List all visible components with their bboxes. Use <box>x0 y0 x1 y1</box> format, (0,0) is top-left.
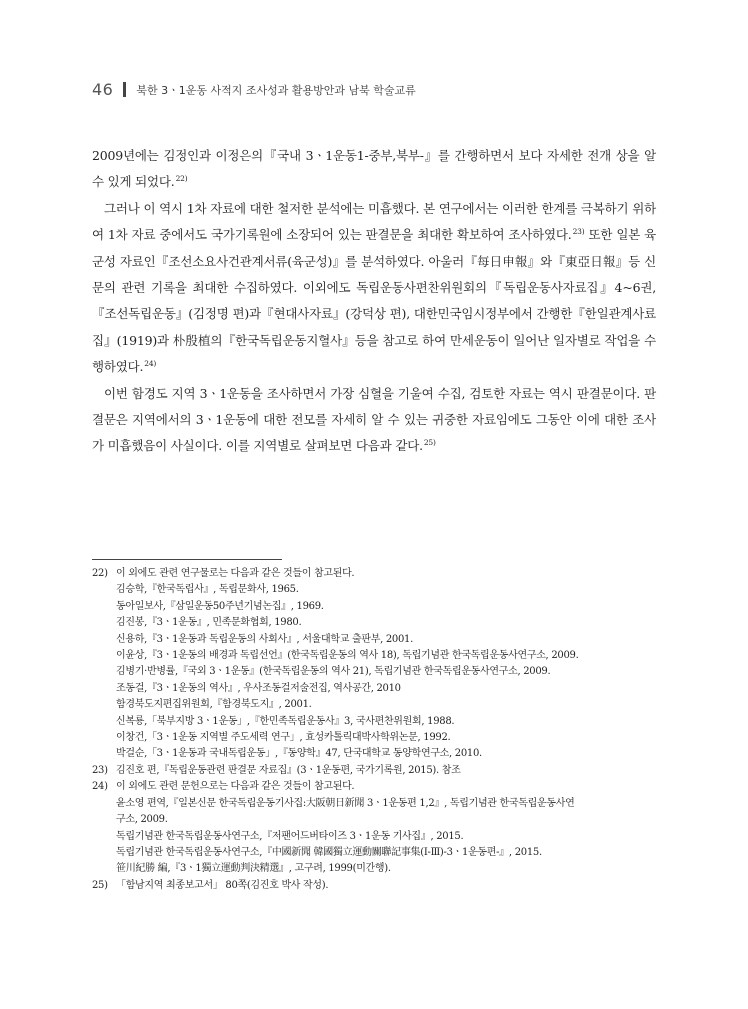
footnote-number: 22) <box>92 568 108 579</box>
paragraph-3: 이번 함경도 지역 3ㆍ1운동을 조사하면서 가장 심혈을 기울여 수집, 검토한 자료는 역시 판결문이다. 판결문은 지역에서의 3ㆍ1운동에 대한 전모를 자세히 알 수 있는 귀중한 자료임에도 그동안 이에 대한 조사가 미흡했음이 사실이다. 이를 지역별로 살펴보면 다음과 같다.$^{25)}$ <box>92 385 656 454</box>
footnote-23 <box>92 763 658 779</box>
footnote-number: 25) <box>92 879 108 891</box>
footnote-item: 김승학,『한국독립사』, 독립문화사, 1965. <box>116 584 299 596</box>
footnote-item: 笹川紀勝 編,『3ㆍ1獨立運動判決精選』, 고구려, 1999(미간행). <box>116 863 391 875</box>
footnote-ref-22: 22) <box>175 174 188 184</box>
footnotes <box>92 566 658 894</box>
running-header <box>92 80 416 99</box>
footnote-item: 이윤상,『3ㆍ1운동의 배경과 독립선언』(한국독립운동의 역사 18), 독립기념관 한국독립운동사연구소, 2009. <box>116 650 579 662</box>
footnote-number: 23) <box>92 764 108 776</box>
footnote-item: 독립기념관 한국독립운동사연구소,『中國新聞 韓國獨立運動關聯記事集(Ⅰ-Ⅲ)-3ㆍ1운동편-』, 2015. <box>116 846 542 858</box>
footnote-text: 김진호 편,『독립운동관련 판결문 자료집』(3ㆍ1운동편, 국가기록원, 2015). 참조 <box>116 764 461 776</box>
footnote-item: 윤소영 편역,『일본신문 한국독립운동기사집:大阪朝日新聞 3ㆍ1운동편 1,2』, 독립기념관 한국독립운동사연 <box>116 797 575 809</box>
footnote-item: 신용하,『3ㆍ1운동과 독립운동의 사회사』, 서울대학교 출판부, 2001. <box>116 633 413 645</box>
footnote-ref-23: 23) <box>572 227 585 237</box>
header-divider <box>123 82 126 97</box>
footnote-item: 박걸순,「3ㆍ1운동과 국내독립운동」,『동양학』47, 단국대학교 동양학연구소, 2010. <box>116 748 482 760</box>
paragraph-2: 그러나 이 역시 1차 자료에 대한 철저한 분석에는 미흡했다. 본 연구에서는 이러한 한계를 극복하기 위하여 1차 자료 중에서도 국가기록원에 소장되어 있는 판결문을 최대한 확보하여 조사하였다.$^{23)}$ 또한 일본 육군성 자료인『조선소요사건관계서류(육군성)』를 분석하였다. 아울러『每日申報』와『東亞日報』등 신문의 관련 기록을 최대한 수집하였다. 이외에도 독립운동사편찬위원회의『독립운동사자료집』4~6권,『조선독립운동』(김정명 편)과『현대사자료』(강덕상 편), 대한민국임시정부에서 간행한『한일관계사료집』(1919)과 朴殷植의『한국독립운동지혈사』등을 참고로 하여 만세운동이 일어난 일자별로 작업을 수행하였다.$^{24)}$ <box>92 200 656 375</box>
footnote-ref-25: 25) <box>423 438 436 448</box>
footnote-item: 함경북도지편집위원회,『함경북도지』, 2001. <box>116 699 312 711</box>
body-text <box>92 143 656 460</box>
footnote-item: 김진봉,『3ㆍ1운동』, 민족문화협회, 1980. <box>116 617 302 629</box>
footnote-text: 이 외에도 관련 연구물로는 다음과 같은 것들이 참고된다. <box>116 568 355 579</box>
footnote-item: 김병기·반병률,『국외 3ㆍ1운동』(한국독립운동의 역사 21), 독립기념관 한국독립운동사연구소, 2009. <box>116 666 551 678</box>
footnote-item: 조동걸,『3ㆍ1운동의 역사』, 우사조동걸저술전집, 역사공간, 2010 <box>116 682 401 694</box>
footnote-25 <box>92 878 658 894</box>
footnote-22 <box>92 566 658 582</box>
footnote-item: 동아일보사,『삼일운동50주년기념논집』, 1969. <box>116 600 324 612</box>
footnote-24 <box>92 779 658 795</box>
footnote-separator <box>92 559 282 560</box>
footnote-ref-24: 24) <box>144 359 157 369</box>
footnote-item: 이창건,「3ㆍ1운동 지역별 주도세력 연구」, 효성카톨릭대박사학위논문, 1992. <box>116 732 451 744</box>
footnote-number: 24) <box>92 781 108 793</box>
footnote-text: 이 외에도 관련 문헌으로는 다음과 같은 것들이 참고된다. <box>116 781 355 793</box>
footnote-text: 「함남지역 최종보고서」 80쪽(김진호 박사 작성). <box>116 879 329 891</box>
footnote-item: 신복룡,「북부지방 3ㆍ1운동」,『한민족독립운동사』3, 국사편찬위원회, 1988. <box>116 715 455 727</box>
footnote-item: 독립기념관 한국독립운동사연구소,『저팬어드버타이즈 3ㆍ1운동 기사집』, 2015. <box>116 830 464 842</box>
footnote-item-continued: 구소, 2009. <box>116 814 168 826</box>
page-number: 46 <box>92 80 114 99</box>
running-title: 북한 3ㆍ1운동 사적지 조사성과 활용방안과 남북 학술교류 <box>136 83 416 97</box>
paragraph-1: 2009년에는 김정인과 이정은의『국내 3ㆍ1운동1-중부,북부-』를 간행하면서 보다 자세한 전개 상을 알 수 있게 되었다.$^{22)}$ <box>92 148 656 190</box>
